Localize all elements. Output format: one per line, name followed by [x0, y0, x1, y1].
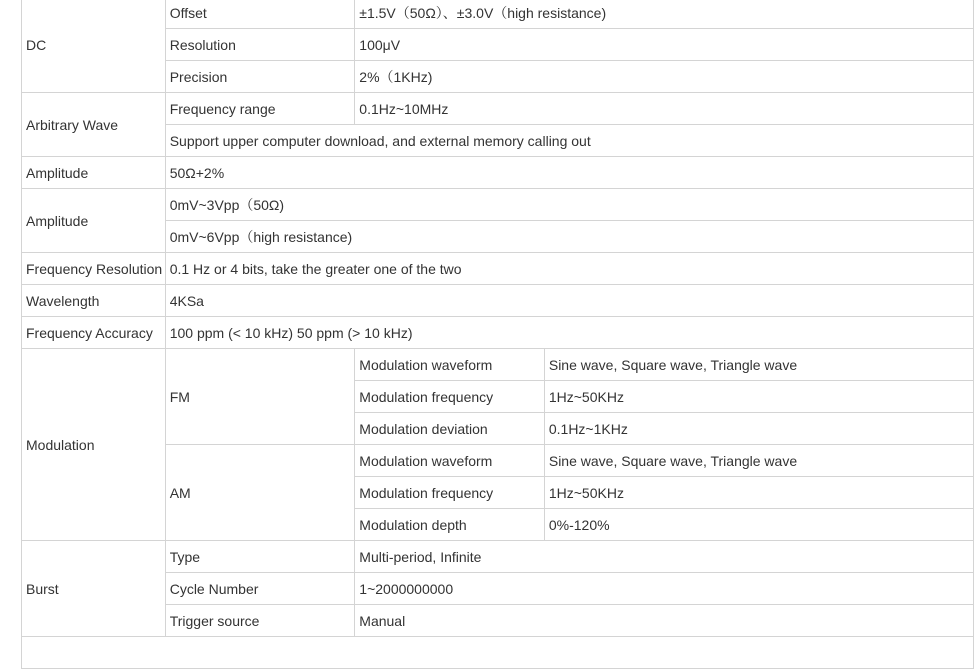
burst-label: Burst: [22, 541, 166, 637]
wavelength-value: 4KSa: [165, 285, 973, 317]
dc-offset-label: Offset: [165, 0, 355, 29]
spec-table: [21, 0, 974, 669]
table-row: [22, 29, 974, 61]
table-row: [22, 285, 974, 317]
am-param-name: Modulation frequency: [355, 477, 545, 509]
frequency-accuracy-label: Frequency Accuracy: [22, 317, 166, 349]
arbitrary-wave-label: Arbitrary Wave: [22, 93, 166, 157]
table-row: [22, 0, 974, 29]
table-row: [22, 93, 974, 125]
table-row: [22, 253, 974, 285]
table-row: [22, 605, 974, 637]
fm-param-value: 0.1Hz~1KHz: [544, 413, 973, 445]
table-row: [22, 573, 974, 605]
fm-param-value: 1Hz~50KHz: [544, 381, 973, 413]
frequency-resolution-label: Frequency Resolution: [22, 253, 166, 285]
table-row: [22, 61, 974, 93]
table-row: [22, 637, 974, 669]
burst-cycle-value: 1~2000000000: [355, 573, 974, 605]
table-row: [22, 157, 974, 189]
table-row: [22, 317, 974, 349]
arbitrary-freq-range-value: 0.1Hz~10MHz: [355, 93, 974, 125]
table-row: [22, 221, 974, 253]
burst-type-value: Multi-period, Infinite: [355, 541, 974, 573]
amplitude-value: 50Ω+2%: [165, 157, 973, 189]
dc-precision-label: Precision: [165, 61, 355, 93]
modulation-label: Modulation: [22, 349, 166, 541]
fm-label: FM: [165, 349, 355, 445]
dc-offset-value: ±1.5V（50Ω）、±3.0V（high resistance): [355, 0, 974, 29]
fm-param-name: Modulation waveform: [355, 349, 545, 381]
fm-param-name: Modulation frequency: [355, 381, 545, 413]
table-row: [22, 349, 974, 381]
dc-label: DC: [22, 0, 166, 93]
table-row: [22, 541, 974, 573]
table-row: [22, 189, 974, 221]
arbitrary-support-text: Support upper computer download, and external memory calling out: [165, 125, 973, 157]
fm-param-name: Modulation deviation: [355, 413, 545, 445]
table-row: [22, 125, 974, 157]
am-param-value: 1Hz~50KHz: [544, 477, 973, 509]
am-label: AM: [165, 445, 355, 541]
frequency-resolution-value: 0.1 Hz or 4 bits, take the greater one of the two: [165, 253, 973, 285]
am-param-name: Modulation depth: [355, 509, 545, 541]
dc-precision-value: 2%（1KHz): [355, 61, 974, 93]
burst-trigger-label: Trigger source: [165, 605, 355, 637]
fm-param-value: Sine wave, Square wave, Triangle wave: [544, 349, 973, 381]
dc-resolution-value: 100μV: [355, 29, 974, 61]
wavelength-label: Wavelength: [22, 285, 166, 317]
frequency-accuracy-value: 100 ppm (< 10 kHz) 50 ppm (> 10 kHz): [165, 317, 973, 349]
am-param-value: Sine wave, Square wave, Triangle wave: [544, 445, 973, 477]
dc-resolution-label: Resolution: [165, 29, 355, 61]
burst-type-label: Type: [165, 541, 355, 573]
burst-cycle-label: Cycle Number: [165, 573, 355, 605]
arbitrary-freq-range-label: Frequency range: [165, 93, 355, 125]
trailing-row: [22, 637, 974, 669]
amplitude-label: Amplitude: [22, 157, 166, 189]
amplitude-range-label: Amplitude: [22, 189, 166, 253]
table-row: [22, 445, 974, 477]
amplitude-range-value-50ohm: 0mV~3Vpp（50Ω): [165, 189, 973, 221]
burst-trigger-value: Manual: [355, 605, 974, 637]
am-param-value: 0%-120%: [544, 509, 973, 541]
amplitude-range-value-high-res: 0mV~6Vpp（high resistance): [165, 221, 973, 253]
am-param-name: Modulation waveform: [355, 445, 545, 477]
